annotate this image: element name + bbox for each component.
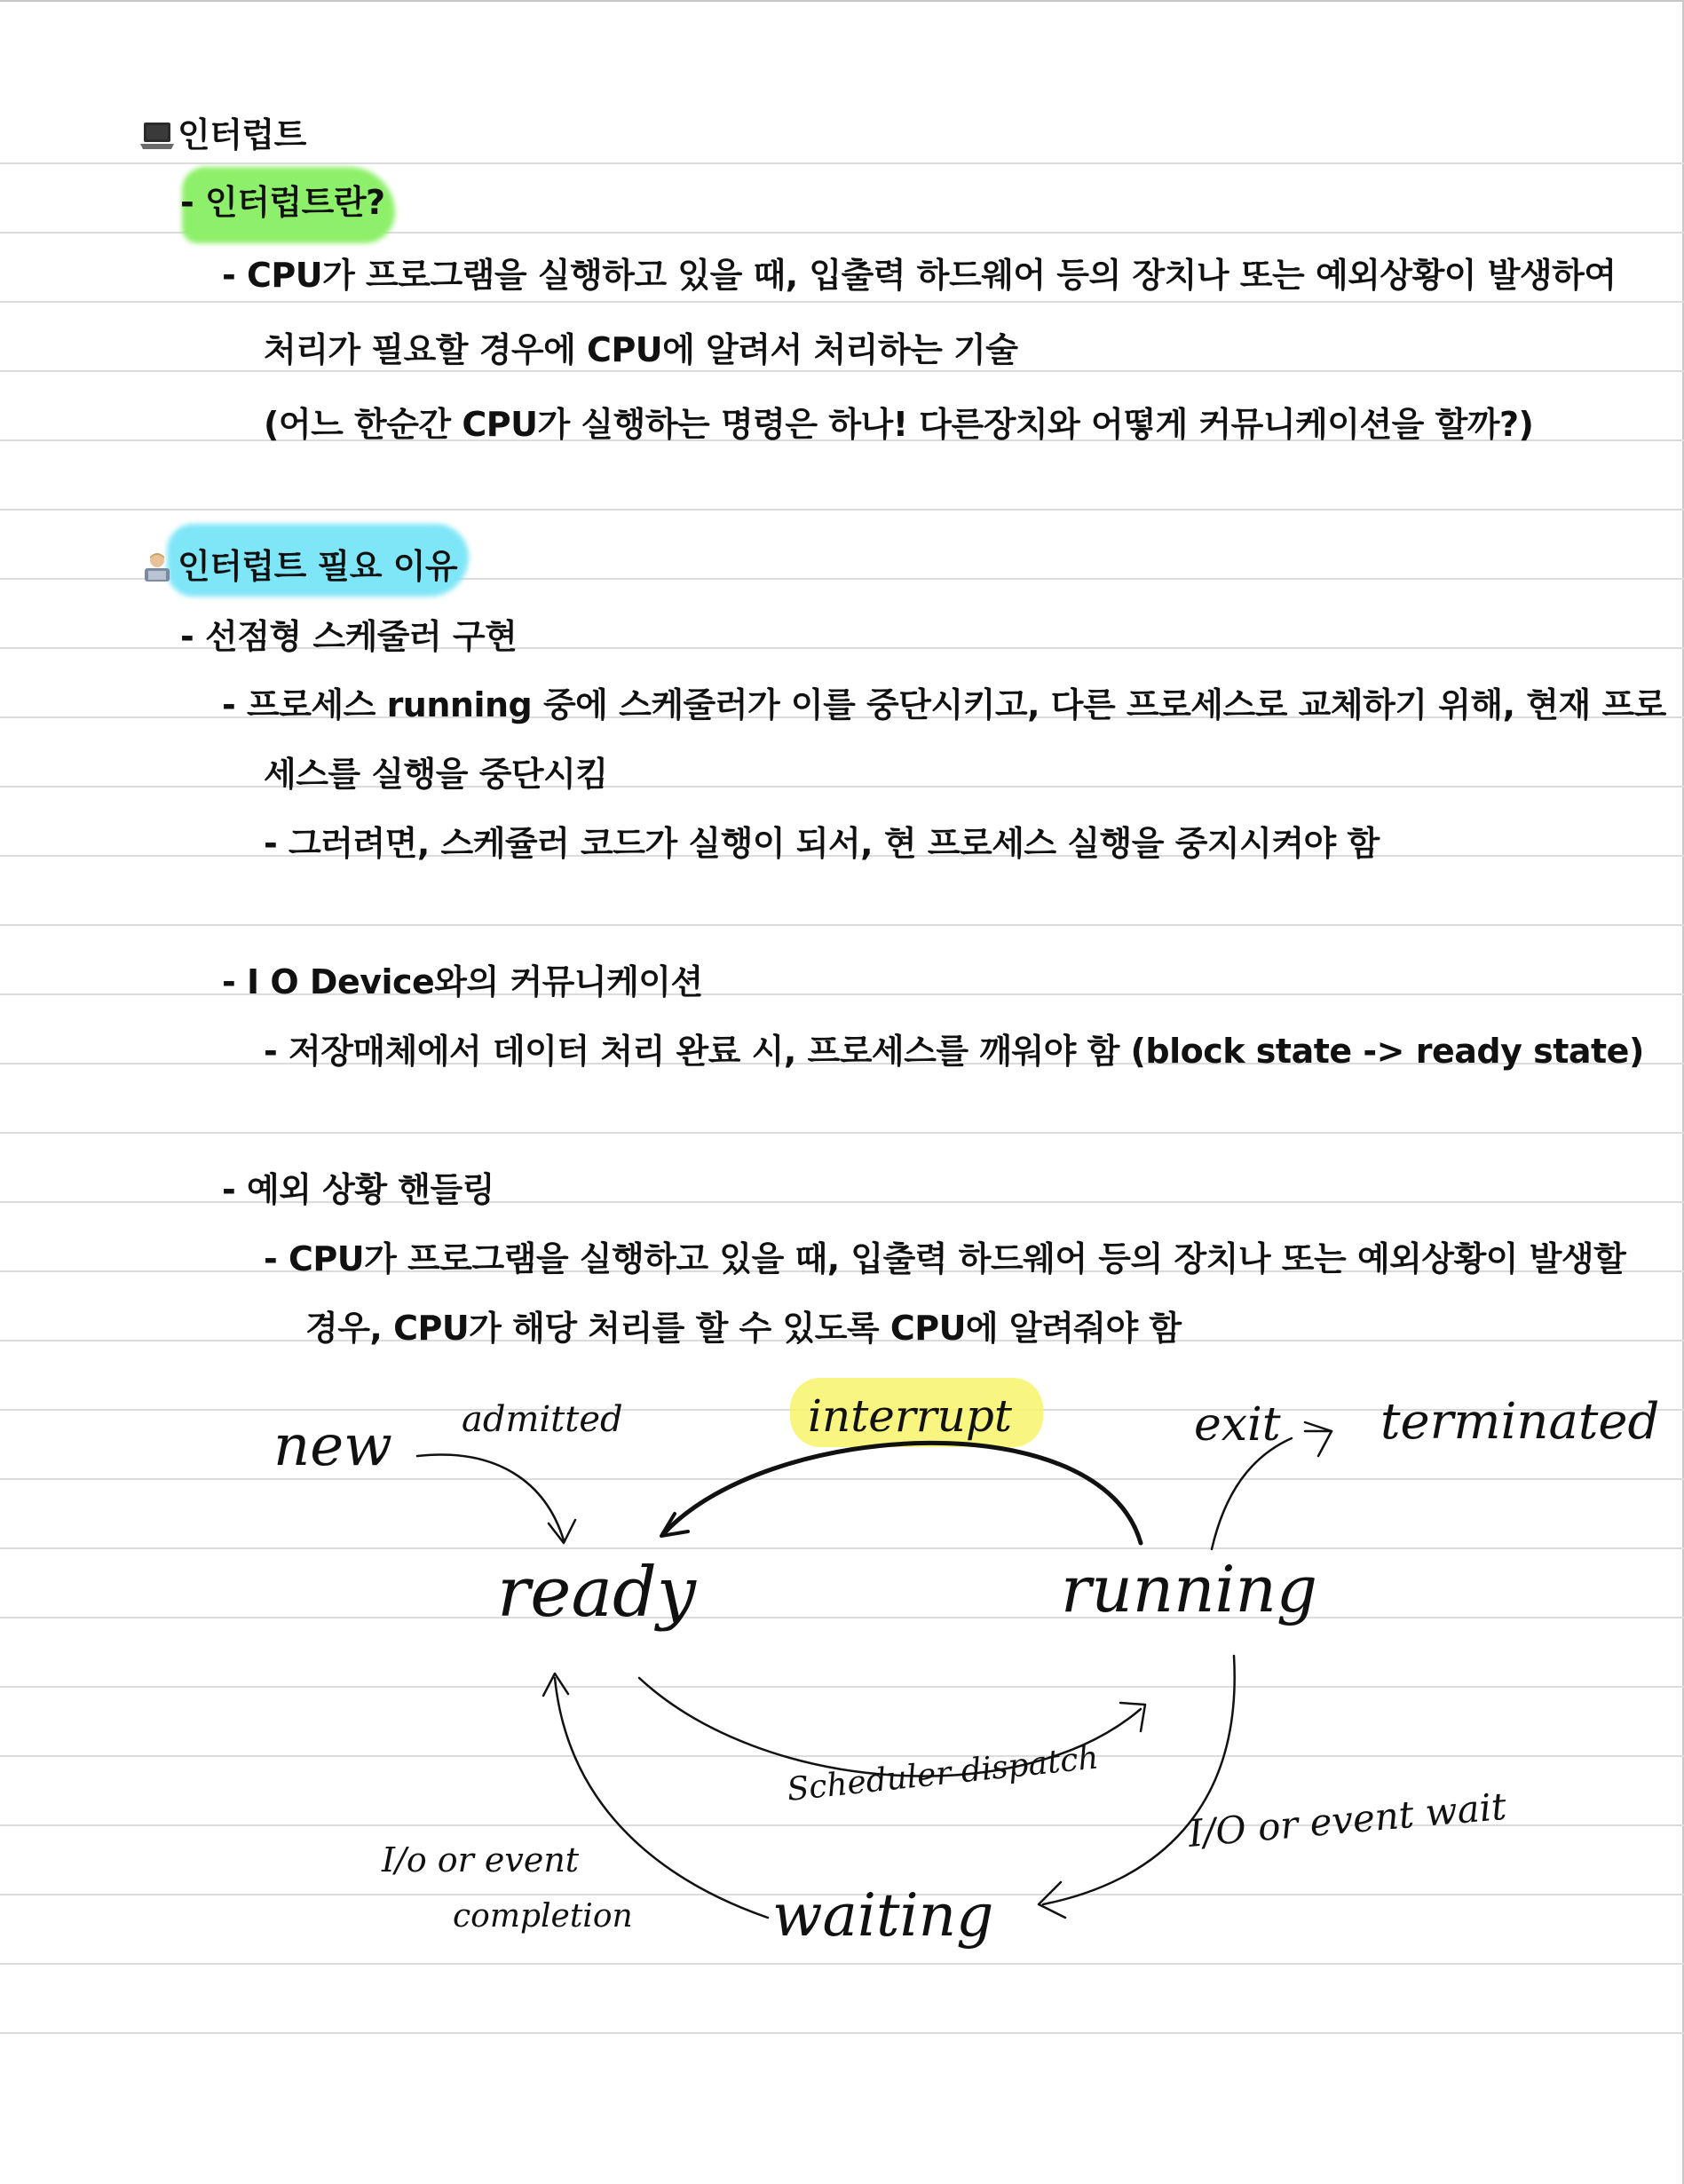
interrupt-arrow (666, 1443, 1141, 1543)
ruled-line (0, 2032, 1684, 2034)
list-heading: - I O Device와의 커뮤니케이션 (222, 962, 703, 1001)
section-subtitle: - 인터럽트란? (180, 183, 385, 222)
ruled-line (0, 301, 1684, 303)
body-line: 세스를 실행을 중단시킴 (264, 755, 608, 794)
admitted-arrow (417, 1454, 564, 1540)
body-line: - CPU가 프로그램을 실행하고 있을 때, 입출력 하드웨어 등의 장치나 또는 예외상황이 발생할 (264, 1239, 1626, 1278)
dispatch-arrowhead (1120, 1703, 1145, 1731)
ruled-line (0, 1132, 1684, 1134)
state-running: running (1061, 1552, 1318, 1626)
list-heading: - 예외 상황 핸들링 (222, 1170, 494, 1209)
state-terminated: terminated (1380, 1393, 1660, 1451)
section-title: 인터럽트 필요 이유 (140, 545, 457, 593)
ruled-line (0, 162, 1684, 164)
page-top-edge (0, 0, 1684, 2)
process-state-diagram (0, 1349, 1684, 2006)
state-ready: ready (497, 1553, 696, 1633)
ruled-line (0, 924, 1684, 926)
ruled-line (0, 786, 1684, 787)
io-completion-arrow (555, 1678, 768, 1918)
admitted-arrowhead (549, 1520, 575, 1543)
exit-arrowhead (1305, 1422, 1332, 1456)
label-io-completion-2: completion (453, 1898, 633, 1935)
label-io-wait: I/O or event wait (1186, 1784, 1508, 1856)
exit-arrow (1212, 1438, 1292, 1549)
body-line: - 그러려면, 스케쥴러 코드가 실행이 되서, 현 프로세스 실행을 중지시켜야 함 (264, 824, 1380, 863)
label-io-completion-1: I/o or event (382, 1840, 580, 1879)
section-title: 인터럽트 (140, 114, 306, 162)
state-waiting: waiting (772, 1881, 994, 1950)
technologist-icon (140, 550, 174, 593)
body-line: 처리가 필요할 경우에 CPU에 알려서 처리하는 기술 (264, 330, 1018, 369)
body-line: (어느 한순간 CPU가 실행하는 명령은 하나! 다른장치와 어떻게 커뮤니케이션을 할까?) (264, 405, 1534, 444)
laptop-icon (140, 119, 174, 162)
label-scheduler-dispatch: Scheduler dispatch (785, 1739, 1101, 1808)
ruled-line (0, 509, 1684, 510)
body-line: - 저장매체에서 데이터 처리 완료 시, 프로세스를 깨워야 함 (block state -> ready state) (264, 1032, 1644, 1071)
body-line: 경우, CPU가 해당 처리를 할 수 있도록 CPU에 알려줘야 함 (305, 1309, 1182, 1348)
state-new: new (273, 1413, 392, 1479)
label-interrupt: interrupt (808, 1390, 1012, 1442)
body-line: - CPU가 프로그램을 실행하고 있을 때, 입출력 하드웨어 등의 장치나 또는 예외상황이 발생하여 (222, 256, 1617, 295)
body-line: - 프로세스 running 중에 스케줄러가 이를 중단시키고, 다른 프로세스로 교체하기 위해, 현재 프로 (222, 685, 1666, 724)
label-exit: exit (1194, 1398, 1281, 1452)
io-wait-arrow (1043, 1656, 1235, 1904)
list-heading: - 선점형 스케줄러 구현 (180, 617, 518, 656)
label-admitted: admitted (462, 1399, 623, 1440)
